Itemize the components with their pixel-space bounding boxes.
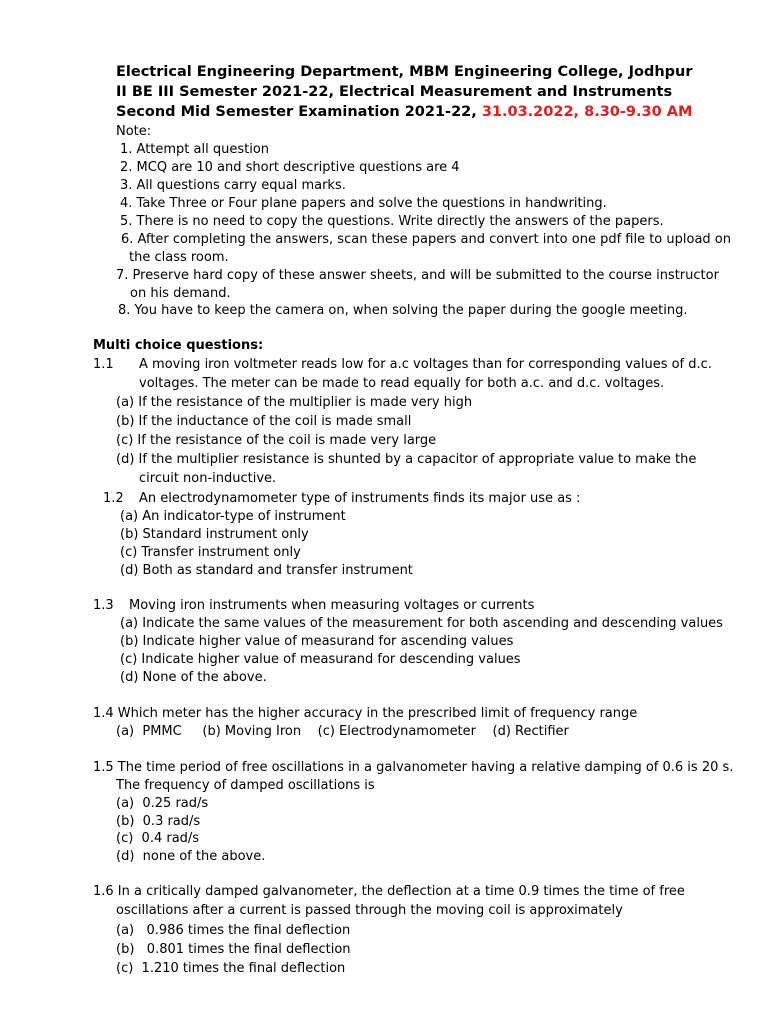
question-1-3-option-a: (a) Indicate the same values of the measurement for both ascending and descending values [120,616,723,631]
note-item-1: 1. Attempt all question [120,142,270,157]
question-1-3-text: Moving iron instruments when measuring voltages or currents [129,598,535,613]
exam-date-time: 31.03.2022, 8.30-9.30 AM [481,104,693,120]
note-item-7: 7. Preserve hard copy of these answer sheets, and will be submitted to the course instructor [116,268,719,283]
exam-title: Second Mid Semester Examination 2021-22, [116,104,482,120]
question-1-2-option-b: (b) Standard instrument only [120,527,309,542]
question-1-1-option-d-cont: circuit non-inductive. [139,471,277,486]
exam-line [116,102,693,122]
question-1-4-text: 1.4 Which meter has the higher accuracy in the prescribed limit of frequency range [93,706,638,721]
note-item-4: 4. Take Three or Four plane papers and solve the questions in handwriting. [120,196,607,211]
question-1-5-option-c: (c) 0.4 rad/s [116,831,200,846]
note-item-6-cont: the class room. [129,250,229,265]
question-1-6-option-c: (c) 1.210 times the final deflection [116,961,346,976]
question-1-3-option-c: (c) Indicate higher value of measurand for descending values [120,652,521,667]
question-1-2-option-c: (c) Transfer instrument only [120,545,301,560]
question-1-5-text-cont: The frequency of damped oscillations is [116,778,375,793]
question-1-3-option-d: (d) None of the above. [120,670,267,685]
question-1-6-text-cont: oscillations after a current is passed through the moving coil is approximately [116,903,623,918]
question-1-2-text: An electrodynamometer type of instruments finds its major use as : [139,491,581,506]
question-1-2-option-a: (a) An indicator-type of instrument [120,509,346,524]
exam-header [116,62,693,122]
question-1-5-text: 1.5 The time period of free oscillations in a galvanometer having a relative damping of 0.6 is 20 s. [93,760,734,775]
question-1-3-option-b: (b) Indicate higher value of measurand for ascending values [120,634,514,649]
question-1-5-option-d: (d) none of the above. [116,849,266,864]
question-1-2-option-d: (d) Both as standard and transfer instrument [120,563,413,578]
note-item-8: 8. You have to keep the camera on, when solving the paper during the google meeting. [118,303,688,318]
question-1-3-number: 1.3 [93,598,114,613]
question-1-1-text: A moving iron voltmeter reads low for a.c voltages than for corresponding values of d.c. [139,357,712,372]
note-label: Note: [116,124,152,139]
question-1-5-option-b: (b) 0.3 rad/s [116,814,201,829]
mcq-heading: Multi choice questions: [93,338,264,353]
note-item-2: 2. MCQ are 10 and short descriptive questions are 4 [120,160,460,175]
question-1-1-number: 1.1 [93,357,114,372]
question-1-1-option-b: (b) If the inductance of the coil is made small [116,414,412,429]
question-1-5-option-a: (a) 0.25 rad/s [116,796,209,811]
question-1-4-options: (a) PMMC (b) Moving Iron (c) Electrodynamometer (d) Rectifier [116,724,569,739]
question-1-2-number: 1.2 [103,491,124,506]
question-1-1-option-c: (c) If the resistance of the coil is made very large [116,433,437,448]
question-1-1-text-cont: voltages. The meter can be made to read equally for both a.c. and d.c. voltages. [139,376,665,391]
note-item-3: 3. All questions carry equal marks. [120,178,346,193]
semester-line: II BE III Semester 2021-22, Electrical Measurement and Instruments [116,84,673,100]
note-item-5: 5. There is no need to copy the questions. Write directly the answers of the papers. [120,214,664,229]
note-item-7-cont: on his demand. [130,286,231,301]
question-1-6-text: 1.6 In a critically damped galvanometer, the deflection at a time 0.9 times the time of free [93,884,685,899]
note-item-6: 6. After completing the answers, scan these papers and convert into one pdf file to upload on [121,232,731,247]
question-1-1-option-a: (a) If the resistance of the multiplier is made very high [116,395,473,410]
question-1-1-option-d: (d) If the multiplier resistance is shunted by a capacitor of appropriate value to make the [116,452,697,467]
question-1-6-option-b: (b) 0.801 times the final deflection [116,942,351,957]
department-line: Electrical Engineering Department, MBM Engineering College, Jodhpur [116,64,693,80]
question-1-6-option-a: (a) 0.986 times the final deflection [116,923,351,938]
